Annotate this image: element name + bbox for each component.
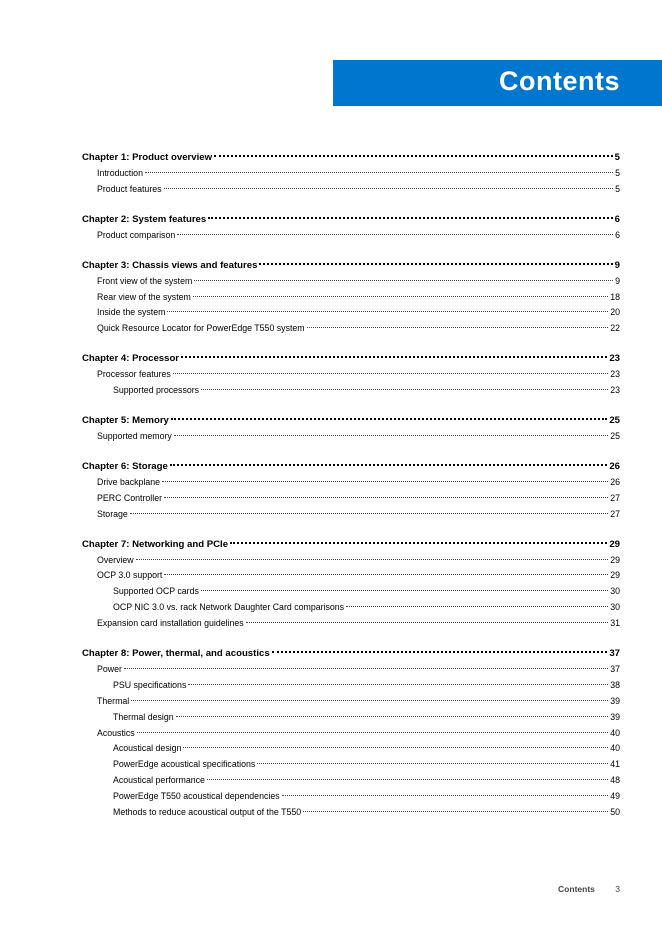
toc-entry-label: OCP 3.0 support — [97, 570, 163, 581]
toc-page-number: 6 — [614, 213, 620, 225]
toc-page-number: 40 — [610, 727, 620, 738]
toc-entry[interactable] — [82, 568, 620, 584]
dot-leader — [170, 464, 607, 466]
dot-leader — [174, 435, 608, 436]
dot-leader — [193, 296, 608, 297]
toc-entry-label: Supported processors — [113, 385, 200, 396]
toc-entry[interactable] — [82, 491, 620, 507]
toc-page-number: 30 — [610, 586, 620, 597]
footer-section: Contents — [558, 884, 595, 894]
toc-page-number: 6 — [615, 229, 620, 240]
chapter-entry[interactable] — [82, 646, 620, 662]
toc-entry[interactable] — [82, 429, 620, 445]
dot-leader — [167, 311, 608, 312]
toc-page-number: 39 — [610, 695, 620, 706]
toc-entry-label: Front view of the system — [97, 275, 193, 286]
toc-entry[interactable] — [82, 290, 620, 306]
toc-entry[interactable] — [82, 553, 620, 569]
toc-page-number: 30 — [610, 602, 620, 613]
chapter-entry[interactable] — [82, 413, 620, 429]
toc-entry[interactable] — [82, 228, 620, 244]
chapter-block — [82, 212, 620, 244]
toc-entry[interactable] — [82, 726, 620, 742]
table-of-contents — [82, 150, 620, 835]
toc-entry-label: Processor features — [97, 369, 171, 380]
toc-entry[interactable] — [82, 305, 620, 321]
toc-entry-label: Chapter 5: Memory — [82, 415, 169, 427]
toc-page-number: 29 — [610, 554, 620, 565]
toc-entry[interactable] — [82, 694, 620, 710]
toc-entry-label: Product features — [97, 183, 162, 194]
chapter-block — [82, 150, 620, 198]
dot-leader — [214, 155, 613, 157]
toc-entry-label: PSU specifications — [113, 679, 187, 690]
toc-page-number: 31 — [610, 618, 620, 629]
toc-entry-label: Chapter 1: Product overview — [82, 152, 213, 163]
toc-entry-label: Rear view of the system — [97, 291, 191, 302]
dot-leader — [194, 280, 613, 281]
dot-leader — [346, 606, 608, 607]
dot-leader — [181, 356, 607, 358]
chapter-entry[interactable] — [82, 459, 620, 475]
toc-entry-label: Thermal design — [113, 711, 174, 722]
toc-entry[interactable] — [82, 166, 620, 182]
dot-leader — [173, 373, 608, 374]
chapter-entry[interactable] — [82, 150, 620, 166]
toc-entry[interactable] — [82, 274, 620, 290]
chapter-block — [82, 413, 620, 445]
toc-entry[interactable] — [82, 757, 620, 773]
dot-leader — [164, 574, 608, 575]
dot-leader — [171, 418, 607, 420]
chapter-block — [82, 646, 620, 821]
toc-entry-label: Chapter 4: Processor — [82, 353, 180, 365]
toc-page-number: 5 — [614, 152, 620, 163]
toc-entry[interactable] — [82, 367, 620, 383]
toc-entry-label: Power — [97, 664, 122, 675]
dot-leader — [164, 497, 608, 498]
toc-page-number: 25 — [609, 415, 620, 427]
toc-page-number: 29 — [610, 570, 620, 581]
toc-page-number: 37 — [610, 664, 620, 675]
dot-leader — [307, 327, 609, 328]
dot-leader — [177, 234, 613, 235]
toc-entry[interactable] — [82, 182, 620, 198]
toc-entry-label: PERC Controller — [97, 492, 163, 503]
toc-entry[interactable] — [82, 507, 620, 523]
dot-leader — [201, 590, 608, 591]
toc-entry-label: OCP NIC 3.0 vs. rack Network Daughter Card comparisons — [113, 602, 345, 613]
contents-banner — [333, 60, 662, 106]
toc-entry-label: Storage — [97, 508, 128, 519]
toc-entry[interactable] — [82, 805, 620, 821]
dot-leader — [164, 188, 614, 189]
toc-entry[interactable] — [82, 475, 620, 491]
toc-entry-label: Quick Resource Locator for PowerEdge T550 system — [97, 323, 305, 334]
toc-entry[interactable] — [82, 616, 620, 632]
toc-page-number: 38 — [610, 679, 620, 690]
dot-leader — [246, 622, 608, 623]
toc-entry-label: Thermal — [97, 695, 130, 706]
toc-entry-label: Overview — [97, 554, 134, 565]
toc-entry-label: PowerEdge T550 acoustical dependencies — [113, 791, 280, 802]
dot-leader — [282, 795, 609, 796]
toc-page-number: 26 — [610, 476, 620, 487]
toc-entry[interactable] — [82, 584, 620, 600]
toc-entry-label: Chapter 3: Chassis views and features — [82, 259, 258, 271]
toc-entry-label: Drive backplane — [97, 476, 161, 487]
toc-page-number: 25 — [610, 431, 620, 442]
toc-entry-label: Product comparison — [97, 229, 176, 240]
dot-leader — [183, 747, 608, 748]
dot-leader — [188, 684, 608, 685]
chapter-entry[interactable] — [82, 258, 620, 274]
toc-entry-label: Inside the system — [97, 307, 166, 318]
dot-leader — [130, 513, 608, 514]
toc-entry[interactable] — [82, 321, 620, 337]
dot-leader — [162, 481, 608, 482]
toc-entry-label: Introduction — [97, 168, 143, 178]
toc-entry[interactable] — [82, 710, 620, 726]
dot-leader — [257, 763, 608, 764]
toc-page-number: 39 — [610, 711, 620, 722]
toc-page-number: 18 — [610, 291, 620, 302]
dot-leader — [259, 263, 612, 265]
page-footer — [558, 884, 620, 894]
toc-page-number: 23 — [610, 369, 620, 380]
toc-page-number: 29 — [609, 538, 620, 550]
toc-entry-label: Supported memory — [97, 431, 172, 442]
chapter-entry[interactable] — [82, 537, 620, 553]
toc-page-number: 22 — [610, 323, 620, 334]
toc-entry-label: Acoustical performance — [113, 775, 205, 786]
chapter-entry[interactable] — [82, 212, 620, 228]
toc-page-number: 27 — [610, 492, 620, 503]
dot-leader — [136, 559, 609, 560]
footer-page-number: 3 — [615, 884, 620, 894]
toc-page-number: 9 — [615, 275, 620, 286]
toc-page-number: 9 — [614, 259, 620, 271]
toc-entry-label: Methods to reduce acoustical output of the T550 — [113, 807, 302, 818]
toc-entry[interactable] — [82, 741, 620, 757]
toc-page-number: 23 — [610, 385, 620, 396]
dot-leader — [207, 779, 608, 780]
toc-entry-label: Acoustics — [97, 727, 135, 738]
dot-leader — [201, 389, 608, 390]
toc-entry[interactable] — [82, 789, 620, 805]
toc-page-number: 23 — [609, 353, 620, 365]
dot-leader — [303, 811, 608, 812]
toc-page-number: 48 — [610, 775, 620, 786]
chapter-block — [82, 537, 620, 632]
toc-entry-label: Supported OCP cards — [113, 586, 199, 597]
toc-entry-label: Chapter 6: Storage — [82, 460, 168, 472]
dot-leader — [137, 732, 609, 733]
toc-entry-label: PowerEdge acoustical specifications — [113, 759, 256, 770]
toc-page-number: 41 — [610, 759, 620, 770]
toc-page-number: 40 — [610, 743, 620, 754]
toc-entry-label: Chapter 2: System features — [82, 213, 207, 225]
dot-leader — [131, 700, 608, 701]
toc-entry[interactable] — [82, 678, 620, 694]
toc-entry[interactable] — [82, 600, 620, 616]
dot-leader — [272, 651, 608, 653]
toc-page-number: 49 — [610, 791, 620, 802]
toc-page-number: 5 — [615, 168, 620, 178]
toc-page-number: 26 — [609, 460, 620, 472]
dot-leader — [145, 172, 613, 173]
toc-page-number: 27 — [610, 508, 620, 519]
toc-entry-label: Chapter 7: Networking and PCIe — [82, 538, 229, 550]
dot-leader — [176, 716, 609, 717]
toc-entry-label: Chapter 8: Power, thermal, and acoustics — [82, 648, 270, 660]
toc-page-number: 37 — [609, 648, 620, 660]
chapter-block — [82, 351, 620, 399]
dot-leader — [124, 668, 608, 669]
dot-leader — [208, 217, 612, 219]
toc-page-number: 20 — [610, 307, 620, 318]
toc-entry-label: Expansion card installation guidelines — [97, 618, 244, 629]
toc-page-number: 50 — [610, 807, 620, 818]
chapter-entry[interactable] — [82, 351, 620, 367]
toc-entry[interactable] — [82, 773, 620, 789]
chapter-block — [82, 459, 620, 523]
dot-leader — [230, 542, 607, 544]
toc-page-number: 5 — [615, 183, 620, 194]
toc-entry[interactable] — [82, 383, 620, 399]
page-title: Contents — [499, 66, 620, 96]
toc-entry-label: Acoustical design — [113, 743, 182, 754]
toc-entry[interactable] — [82, 662, 620, 678]
chapter-block — [82, 258, 620, 338]
